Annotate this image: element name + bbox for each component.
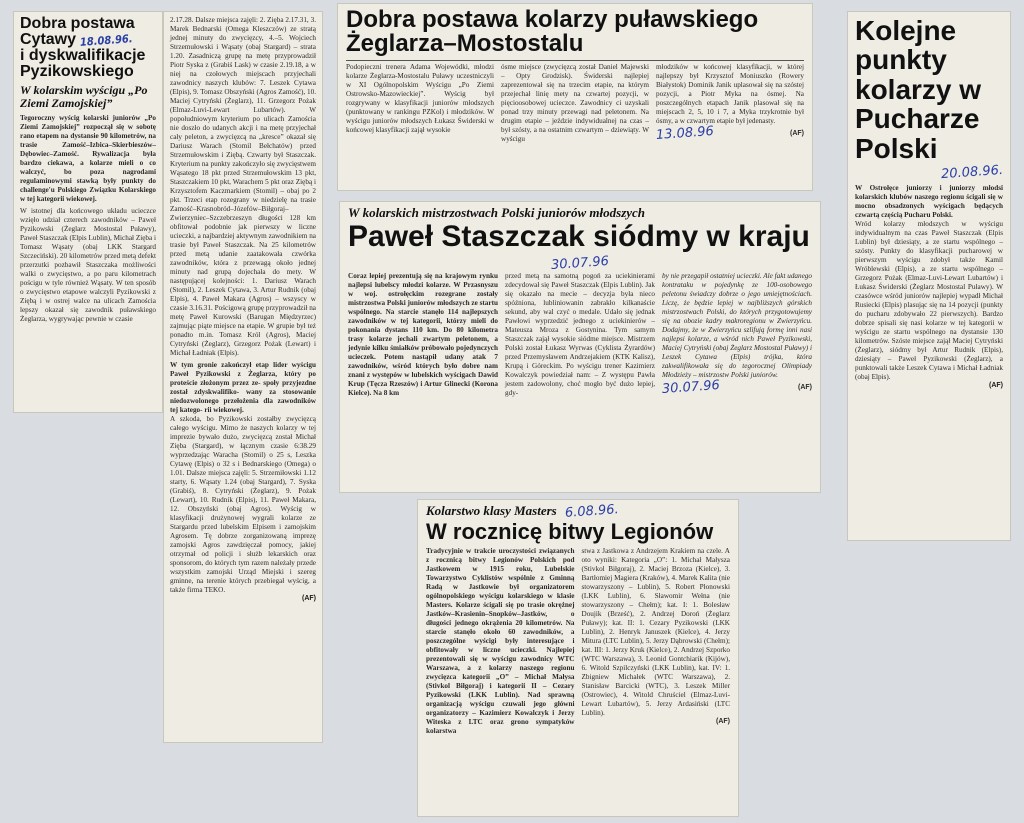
author-signature: (AF) — [790, 129, 804, 137]
subheadline: Kolarstwo klasy Masters — [426, 503, 557, 519]
handwritten-date: 13.08.96 — [655, 124, 715, 144]
body-text: Wród kolarzy młodszych w wyścigu indywidualnym na czas Paweł Staszczak (Elpis Lublin) był dziesiąty, a ze startu wspólnego – szósty. Punkty do klasyfikacji pucharowej w pierwszym wyścigu zdobył także Kamil Wróblewski (Elpis), a ze startu wspólnego – Grzegorz Pożak (Elmaz-Luvi-Lewart Lubartów) i Łukasz Świderski (Żeglarz Mostostal Puławy). W czasówce wśród juniorów najlepiej wypadł Michał Rusiecki (Elpis) plasując się na 14 pozycji (punkty do pucharu zdobywało 22 pierwszych). Bardzo dobrze spisali się nasi kolarze w tej kategorii w wyścigu ze startu wspólnego na dystansie 130 kilometrów. Szóste miejsce zajął Maciej Cytryński (Żeglarz), siódmy był Artur Rudnik (Elpis), dziesiąty – Paweł Pyzikowski (Żeglarz), a punktowali także Leszek Cytawa i Michał Ładniak (obaj Elpis). — [855, 219, 1003, 381]
clipping-staszczak — [340, 202, 820, 492]
column-3: by nie przegapił ostatniej ucieczki. Ale fakt udanego kontrataku w pojedynkę ze 100-osobowego peletonu świadczy dobrze o jego umiejętnościach. Liczę, że będzie lepiej w najbliższych górskich mistrzostwach Polski, do których przygotowujemy się na obozie kadry makroregionu w Zwierzyńcu. Dodajmy, że w Zwierzyńcu szlifują formę inni nasi najlepsi kolarze, a wśród nich Paweł Pyzikowski, Maciej Cytryński (obaj Żeglarz Mostostal Puławy) i Leszek Cytawa (Elpis) trójka, która zakwalifikowała się do tegorocznej Olimpiady Młodzieży – mistrzostw Polski juniorów. 30.07.96 (AF) — [661, 272, 812, 398]
headline: Dobra postawa kolarzy puławskiego Żeglarza–Mostostalu — [346, 6, 759, 57]
clipping-cytawa — [14, 12, 162, 412]
column-1: Coraz lepiej prezentują się na krajowym rynku najlepsi lubelscy młodzi kolarze. W Przasnyszu w woj. ostrołęckim rozegrane zostały mistrzostwa Polski juniorów młodszych ze startu wspólnego. Na starcie stanęło 114 najlepszych zawodników w tej kategorii, którzy mieli do pokonania dystans 110 km. Do 80 kilometra trasy kolarze jechali zwartym peletonem, a jedynie kilku śmiałków próbowało pojedynczych ucieczek. Potem nastąpił udany atak 7 zawodników, wśród których było dobre nam znani z występów w lubelskich wyścigach Dawid Krup (Tęcza Rzeszów) i Artur Glinecki (Korona Kielce). Na 8 km — [348, 272, 498, 398]
lead-paragraph: Tegoroczny wyścig kolarski juniorów „Po Ziemi Zamojskiej” rozpoczął się w sobotę rano etapem na dystansie 90 kilometrów, na trasie Zamość–Izbica–Skierbieszów–Dębowiec–Zamość. Rywalizacja była bardzo ciekawa, a kolarze mieli o co walczyć, bo poza nagrodami regulaminowymi stawką były punkty do challenge'u Polskiego Związku Kolarskiego w tej kategorii wiekowej. — [20, 114, 156, 204]
author-signature: (AF) — [989, 381, 1003, 389]
column-2: ósme miejsce (zwycięzcą został Daniel Majewski – Opty Grodzisk). Świderski najlepiej zaprezentował się na trzecim etapie, na którym przejechał linię mety na czwartej pozycji, w pięcioosobowej ucieczce. Zawodnicy ci uzyskali ponad trzy minuty przewagi nad peletonem. Na drugim etapie – jeździe indywidualnej na czas – był szósty, a na ostatnim czwartym – dziewiąty. W wyścigu — [501, 63, 649, 143]
column-1: Tradycyjnie w trakcie uroczystości związanych z rocznicą bitwy Legionów Polskich pod Jastkowem w 1915 roku, Lubelskie Towarzystwo Cyklistów wspólnie z Gminną Radą w Jastkowie był organizatorem ogólnopolskiego wyścigu kolarskiego w klasie Masters. Kolarze ścigali się po trasie okrężnej Jastków–Krasienin–Snopków–Jastków, o długości jednego okrążenia 20 kilometrów. Na starcie stanęło około 60 zawodników, a poszczególne wyścigi były interesujące i obfitowały w liczne ucieczki. Najlepiej prezentowali się w wyścigu zawodnicy WTC Warszawa, a z kolarzy naszego regionu zwycięzca kategorii „O” – Michał Małysa (Stivkol Biłgoraj) i kategorii II – Cezary Pyzikowski (LKK Lublin). Nad sprawną organizacją wyścigu czuwali jego główni organizatorzy – Kazimierz Kowalczyk i Jerzy Witeska z LTC oraz grono sympatyków kolarstwa — [426, 547, 575, 735]
author-signature: (AF) — [302, 595, 316, 602]
column-3: młodzików w końcowej klasyfikacji, w której najlepszy był Krzysztof Moniuszko (Rowery Białystok) Dominik Janik uplasował się na szóstej pozycji, a Piotr Myka na ósmej. Na poszczególnych etapach Janik plasował się na miejscach 2, 5, 10 i 7, a Myka trzykrotnie był ósmy, a w czwartym etapie był jedenasty. 13.08.96 (AF) — [655, 63, 804, 144]
handwritten-date: 18.08.96. — [80, 32, 134, 49]
author-signature: (AF) — [798, 384, 812, 392]
headline: Paweł Staszczak siódmy w kraju — [348, 220, 810, 254]
lead-paragraph: W Ostrołęce juniorzy i juniorzy młodsi kolarskich klubów naszego regionu ścigali się w mocno obsadzonych wyścigach będących czwartą częścią Pucharu Polski. — [855, 183, 1003, 219]
column-2: stwa z Jastkowa z Andrzejem Krakiem na czele. A oto wyniki: Kategoria „O”: 1. Michał Małysza (Stivkol Biłgoraj), 2. Maciej Brzoza (Kielce), 3. Bartłomiej Magiera (Kraków), 4. Marek Kalita (nie stowarzyszony – Lublin), 5. Robert Płonowski (LKK Lublin), 6. Sławomir Wełna (nie stowarzyszony – Chełm); kat. I: 1. Bolesław Doujik (Brześć), 2. Andrzej Doroń (Żeglarz Puławy); kat. II: 1. Cezary Pyzikowski (LKK Lublin), 2. Henryk Januszek (Kielce), 4. Jerzy Mitura (LTC Lublin), 5. Jerzy Dąbrowski (Chełm); kat. III: 1. Jerzy Kruk (Kielce), 2. Andrzej Szporko (WTC Warszawa), 3. Leonid Gontchiarik (Kijów), 6. Witold Szpilczyński (LKK Lublin), kat. IV: 1. Zbigniew Michałek (WTC Warszawa), 2. Stanisław Barcicki (WTC), 3. Leszek Miller (Ostrowiec), 4. Witold Chruściel (Elmaz-Luvi-Lewart Lubartów), 5. Jerzy Ardasiński (LTC Lublin). (AF) — [581, 547, 730, 725]
author-signature: (AF) — [716, 718, 730, 725]
headline: Dobra postawa Cytawy 18.08.96. — [20, 15, 135, 49]
clipping-cytawa-continuation — [164, 12, 322, 742]
handwritten-date: 6.08.96. — [564, 502, 619, 521]
body-text: W istotnej dla końcowego układu ucieczce wzięło udział czterech zawodników – Paweł Pyzikowski (Żeglarz Mostostal Puławy), Paweł Staszczak (Elpis Lublin), Michał Zięba i Tomasz Wąsaty (obaj LKK Stargard Szczeciński). 20 kilometrów przed metą defekt przerzutki pozbawił Staszczaka możliwości walki o zwycięstwo, a po paru kilometrach pościgu w tyle również Wąsaty. W ten sposób o zwycięstwo etapowe walczyli Pyzikowski z Ziębą i w ostrej walce na ulicach Zamościa lepszy okazał się zawodnik puławskiego Żeglarza, wygrywając pewnie w czasie — [20, 207, 156, 324]
headline-line2: i dyskwalifikacje Pyzikowskiego — [20, 47, 146, 80]
subheadline: W kolarskich mistrzostwach Polski juniorów młodszych — [348, 205, 646, 220]
body-text: 2.17.28. Dalsze miejsca zajęli: 2. Zięba 2.17.31, 3. Marek Bednarski (Omega Kleszczów) ze stratą jednej minuty do zwycięzcy, 4.–5. Wojciech Strzemułowski i Wąsaty (obaj Stargard) – strata 1.20. Zasadniczą grupę na metę przyprowadził Piotr Syska z (Grabiś Lask) w czasie 2.19.18, a w niej na czołowych miejscach przyjechali zawodnicy naszych klubów: 7. Leszek Cytawa (Elpis), 9. Tomasz Obszyński (Agros Zamość), 10. Maciej Cytryński (Żeglarz), 11. Grzegorz Pożak (Elmaz-Luvi-Lewart Lubartów). W popołudniowym kryterium po ulicach Zamościa nie doszło do udanych akcji i na metę przyjechał cały peleton, a zwycięzcą na „kresce” okazał się Dariusz Warach (Stomil Bełchatów) przed Strzemułowskim i Ziębą. Czwarty był Staszczak. Kryterium na punkty zakończyło się zwycięstwem Wąsatego 18 pkt przed Strzemułowskim 13 pkt, Staszczakiem 10 pkt, Warachem 5 pkt oraz Ziębą i Krzysztofem Kaczmarkiem (Stomil) – obaj po 2 pkt. Trzeci etap rozegrany w niedzielę na trasie Zamość–Krasnobród–Józefów–Biłgoraj–Zwierzyniec–Szczebrzeszyn długości 128 km obfitował podobnie jak pierwszy w liczne ucieczki, a najbardziej aktywnym zawodnikiem na trasie był Paweł Staszczak. Na 25 kilometrów przed metą udanie zaatakowała czwórka zawodników, która z przewagą około jednej minuty nad grupą dojechała do mety. W następującej kolejności: 1. Dariusz Warach (Stomil), 2. Leszek Cytawa, 3. Artur Rudnik (obaj Elpis), 4. Paweł Makara (Agros) – wszyscy w czasie 3.16.31. Pościgową grupę przyprowadził na metę Paweł Kurowski (Barugan Międzyrzec) zajmując piąte miejsce na etapie. W grupie był też ponadto m.in. Tomasz Król (Agros), Maciej Cytryński (Żeglarz), Grzegorz Pożak (Lewart) i Michał Ładniak (Elpis). — [170, 16, 316, 357]
handwritten-date: 20.08.96. — [940, 162, 1004, 183]
clipping-zeglarz — [338, 4, 812, 190]
clipping-puchar — [848, 12, 1010, 540]
body-text-2: A szkoda, bo Pyzikowski zostałby zwycięzcą całego wyścigu. Mimo że naszych kolarzy w tej imprezie bywało dużo, zwycięzcą został Michał Zięba (Stargard), w łącznym czasie 6:38.29 wyprzedzając Waracha (Stomil) o 25 s, Leszka Cytawę (Elpis) o 32 s i Bednarskiego (Omega) o 1.01. Dalsze miejsca zajęli: 5. Strzemiłowski 1.12 starty, 6. Wąsaty 1.24 (obaj Stargard), 7. Syska (Grabiś), 8. Cytryński (Żeglarz), 9. Pożak (Lewart), 10. Rudnik (Elpis), 11. Paweł Makara, 12. Obszyński (obaj Agros). Wyścig w klasyfikacji drużynowej wygrali kolarze ze Stargardu przed lubelskim Elpisem i zamojskim Agrosem. Tę dobrze zorganizowaną imprezę zamojski Agros zawdzięczał pomocy, jakiej otrzymał od policji i służb lekarskich oraz sponsorom, do których tym razem należały przede wszystkim zamojski Urząd Miejski i szereg gminne, na terenie których przebiegał wyścig, a także firma TEKO. — [170, 415, 316, 594]
headline: Kolejne punkty kolarzy w Pucharze Polski — [855, 15, 982, 164]
clipping-legionow — [418, 500, 738, 816]
lead-paragraph: W tym gronie zakończył etap lider wyścigu Paweł Pyzikowski z Żeglarza, który po proteście złożonym przez ze- społy przyjezdne został zdyskwalifiko- wany za stosowanie niedozwolonego przełożenia dla zawodników tej katego- rii wiekowej. — [170, 361, 316, 414]
subheadline: W kolarskim wyścigu „Po Ziemi Zamojskiej” — [20, 83, 148, 111]
headline: W rocznicę bitwy Legionów — [426, 519, 714, 544]
handwritten-date: 30.07.96 — [550, 254, 610, 274]
column-2: przed metą na samotną pogoń za uciekinierami zdecydował się Paweł Staszczak (Elpis Lublin). Jak się okazało na mecie – decyzja była nieco spóźniona, lubliniowanin zabrakło kilkanaście sekund, aby wal czyć o medale. Udało się jednak Pawłowi wyprzedzić jednego z uciekinierów – Mateusza Mroza z Gostynina. Tym samym Staszczak zajął wysokie siódme miejsce. Mistrzem Polski został Łukasz Wyrwas (Cyklista Żyrardów) przed Przemysławem Andrzejakiem (KTK Kalisz), Krupą i Góreckim. Po wyścigu trener Kazimierz Kowalczyk powiedział nam: – Z występu Pawła jestem zadowolony, choć mogło być dużo lepiej, gdy- — [505, 272, 655, 398]
column-1: Podopieczni trenera Adama Wojewódki, młodzi kolarze Żeglarza-Mostostalu Puławy uczestniczyli w XI Ogólnopolskim Wyścigu „Po Ziemi Ostrowsko-Mazowieckiej”. Wyścig był rozgrywany w klasyfikacji juniorów młodszych (punktowany w rankingu PZKol) i młodzików. W wyścigu juniorów młodszych Łukasz Świderski w końcowej klasyfikacji zajął wysokie — [346, 63, 494, 134]
handwritten-date-2: 30.07.96 — [661, 378, 721, 398]
